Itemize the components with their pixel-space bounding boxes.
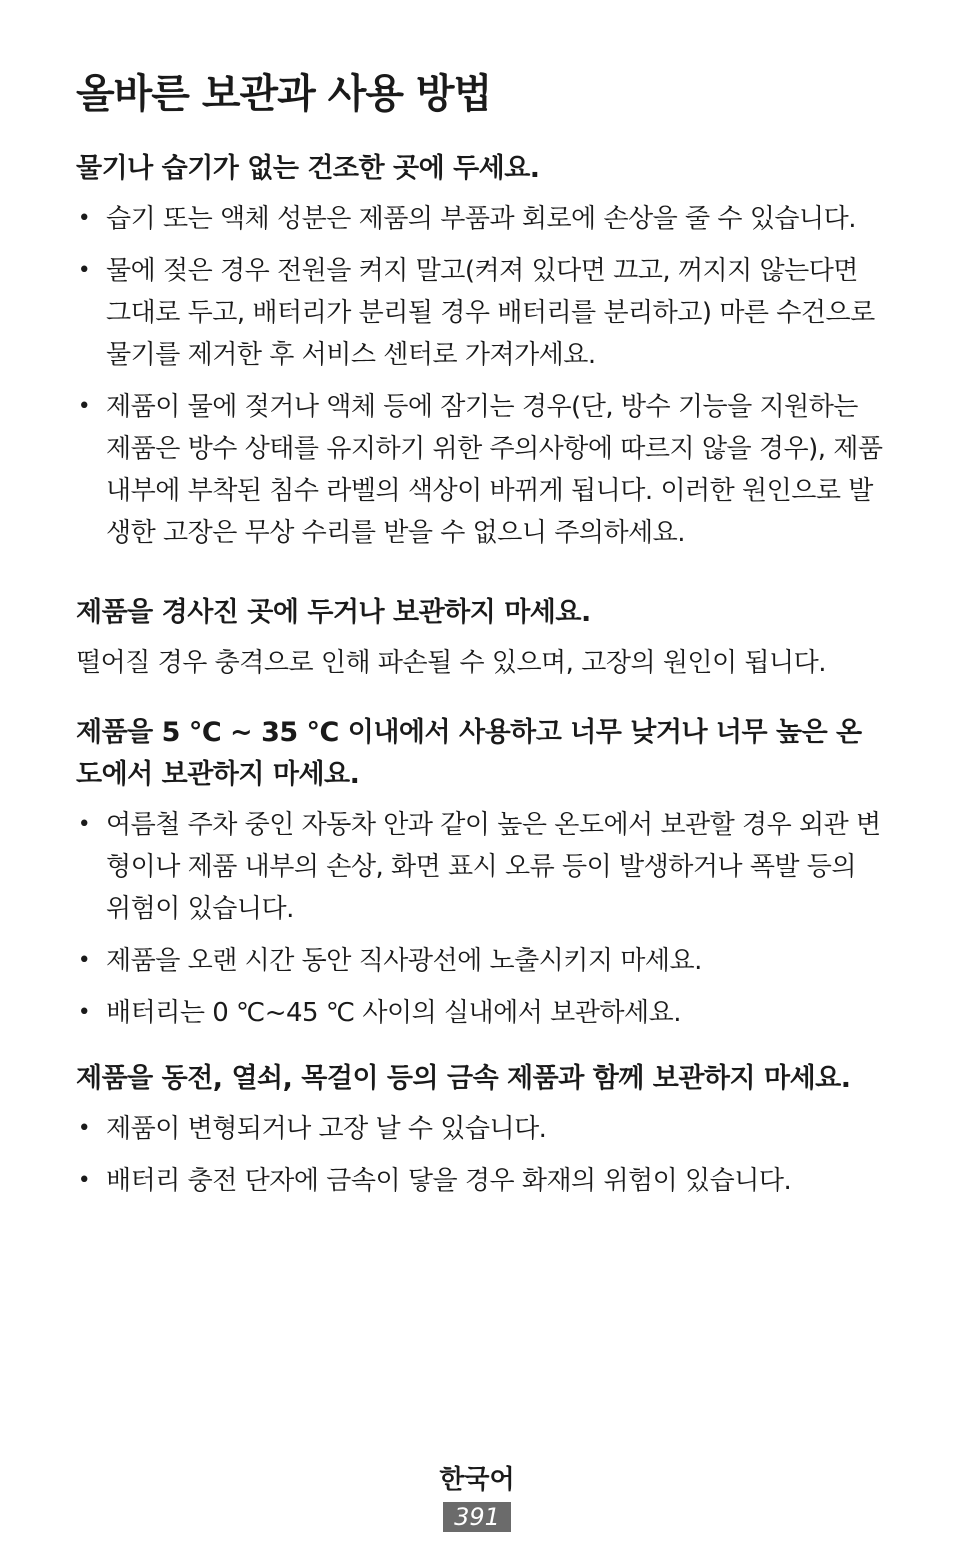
section-dry-storage (76, 148, 886, 554)
list-item (76, 804, 886, 930)
list-item (76, 992, 886, 1034)
section-heading: 제품을 동전, 열쇠, 목걸이 등의 금속 제품과 함께 보관하지 마세요. (76, 1063, 851, 1094)
footer-language: 한국어 (439, 1465, 515, 1495)
list-item-text: 제품이 물에 젖거나 액체 등에 잠기는 경우(단, 방수 기능을 지원하는 제품은 방수 상태를 유지하기 위한 주의사항에 따르지 않을 경우), 제품 내부에 부착된 침수 라벨의 색상이 바뀌게 됩니다. 이러한 원인으로 발생한 고장은 무상 수리를 받을 수 없으니 주의하세요. (106, 392, 883, 548)
bullet-list (76, 198, 886, 554)
page-content (76, 62, 886, 1212)
list-item-text: 제품이 변형되거나 고장 날 수 있습니다. (106, 1114, 547, 1144)
list-item-text: 여름철 주차 중인 자동차 안과 같이 높은 온도에서 보관할 경우 외관 변형이나 제품 내부의 손상, 화면 표시 오류 등이 발생하거나 폭발 등의 위험이 있습니다. (106, 810, 881, 924)
list-item-text: 습기 또는 액체 성분은 제품의 부품과 회로에 손상을 줄 수 있습니다. (106, 204, 857, 234)
bullet-icon: • (77, 1116, 91, 1141)
section-paragraph: 떨어질 경우 충격으로 인해 파손될 수 있으며, 고장의 원인이 됩니다. (76, 648, 827, 678)
section-slope-storage (76, 592, 886, 684)
list-item-text: 제품을 오랜 시간 동안 직사광선에 노출시키지 마세요. (106, 946, 702, 976)
section-heading: 제품을 5 °C ~ 35 °C 이내에서 사용하고 너무 낮거나 너무 높은 온도에서 보관하지 마세요. (76, 717, 862, 790)
bullet-list (76, 1108, 886, 1202)
list-item-text: 배터리 충전 단자에 금속이 닿을 경우 화재의 위험이 있습니다. (106, 1166, 792, 1196)
bullet-list (76, 804, 886, 1034)
bullet-icon: • (77, 394, 91, 419)
bullet-icon: • (77, 1168, 91, 1193)
section-heading: 물기나 습기가 없는 건조한 곳에 두세요. (76, 153, 540, 184)
list-item (76, 198, 886, 240)
page-footer (0, 1460, 954, 1532)
list-item (76, 386, 886, 554)
bullet-icon: • (77, 948, 91, 973)
bullet-icon: • (77, 1000, 91, 1025)
list-item (76, 1108, 886, 1150)
page-number: 391 (443, 1502, 511, 1532)
page-title: 올바른 보관과 사용 방법 (76, 71, 492, 117)
bullet-icon: • (77, 258, 91, 283)
bullet-icon: • (77, 812, 91, 837)
list-item (76, 940, 886, 982)
list-item (76, 1160, 886, 1202)
list-item-text: 배터리는 0 ℃~45 ℃ 사이의 실내에서 보관하세요. (106, 998, 682, 1028)
list-item (76, 250, 886, 376)
section-heading: 제품을 경사진 곳에 두거나 보관하지 마세요. (76, 597, 591, 628)
list-item-text: 물에 젖은 경우 전원을 켜지 말고(켜져 있다면 끄고, 꺼지지 않는다면 그대로 두고, 배터리가 분리될 경우 배터리를 분리하고) 마른 수건으로 물기를 제거한 후 서비스 센터로 가져가세요. (106, 256, 875, 370)
section-temperature (76, 712, 886, 1034)
bullet-icon: • (77, 206, 91, 231)
section-metal-objects (76, 1058, 886, 1202)
